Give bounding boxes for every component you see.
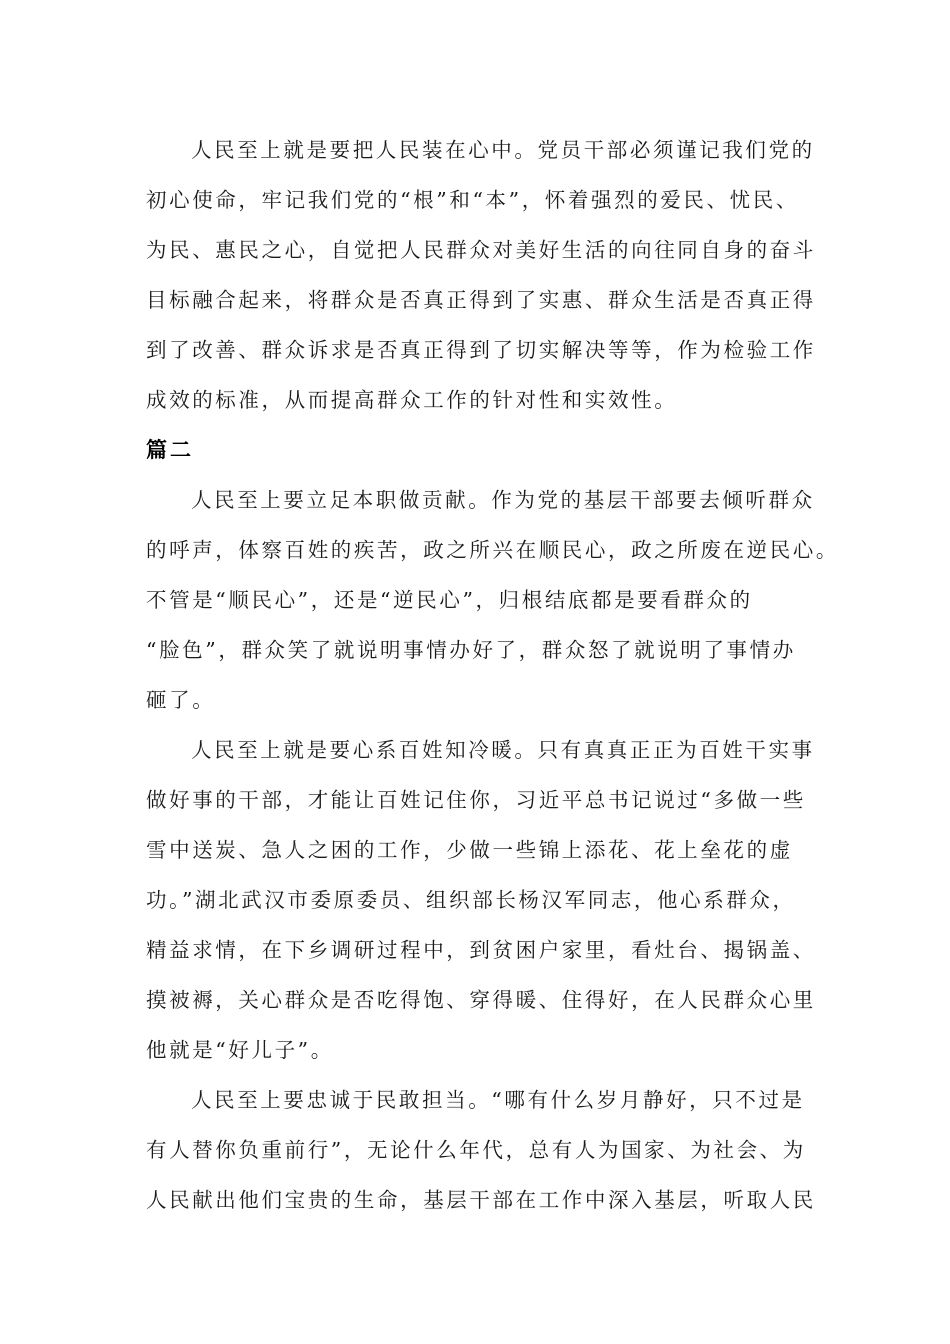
paragraph-3-line-5: 精益求情，在下乡调研过程中，到贫困户家里，看灶台、揭锅盖、 [146,938,816,962]
paragraph-1-line-2: 初心使命，牢记我们党的“根”和“本”，怀着强烈的爱民、忧民、 [146,188,799,212]
paragraph-1-line-4: 目标融合起来，将群众是否真正得到了实惠、群众生活是否真正得 [146,288,816,312]
paragraph-3-line-3: 雪中送炭、急人之困的工作，少做一些锦上添花、花上垒花的虚 [146,838,793,862]
paragraph-3-line-6: 摸被褥，关心群众是否吃得饱、穿得暖、住得好，在人民群众心里 [146,988,816,1012]
section-heading: 篇二 [146,438,194,462]
paragraph-4-line-2: 有人替你负重前行”，无论什么年代，总有人为国家、为社会、为 [146,1138,806,1162]
paragraph-4-line-3: 人民献出他们宝贵的生命，基层干部在工作中深入基层，听取人民 [146,1188,816,1212]
paragraph-2-line-3: 不管是“顺民心”，还是“逆民心”，归根结底都是要看群众的 [146,588,753,612]
paragraph-3-line-2: 做好事的干部，才能让百姓记住你，习近平总书记说过“多做一些 [146,788,806,812]
paragraph-1-line-3: 为民、惠民之心，自觉把人民群众对美好生活的向往同自身的奋斗 [146,238,816,262]
paragraph-1-line-5: 到了改善、群众诉求是否真正得到了切实解决等等，作为检验工作 [146,338,816,362]
paragraph-2-line-4: “脸色”，群众笑了就说明事情办好了，群众怒了就说明了事情办 [146,638,796,662]
paragraph-1-line-1: 人民至上就是要把人民装在心中。党员干部必须谨记我们党的 [191,138,815,162]
paragraph-2-line-1: 人民至上要立足本职做贡献。作为党的基层干部要去倾听群众 [191,488,815,512]
paragraph-3-line-7: 他就是“好儿子”。 [146,1038,334,1062]
paragraph-3-line-1: 人民至上就是要心系百姓知冷暖。只有真真正正为百姓干实事 [191,738,815,762]
paragraph-2-line-2: 的呼声，体察百姓的疾苦，政之所兴在顺民心，政之所废在逆民心。 [146,538,839,562]
paragraph-1-line-6: 成效的标准，从而提高群众工作的针对性和实效性。 [146,388,678,412]
paragraph-4-line-1: 人民至上要忠诚于民敢担当。“哪有什么岁月静好，只不过是 [191,1088,805,1112]
paragraph-3-line-4: 功。”湖北武汉市委原委员、组织部长杨汉军同志，他心系群众， [146,888,796,912]
paragraph-2-line-5: 砸了。 [146,688,216,712]
